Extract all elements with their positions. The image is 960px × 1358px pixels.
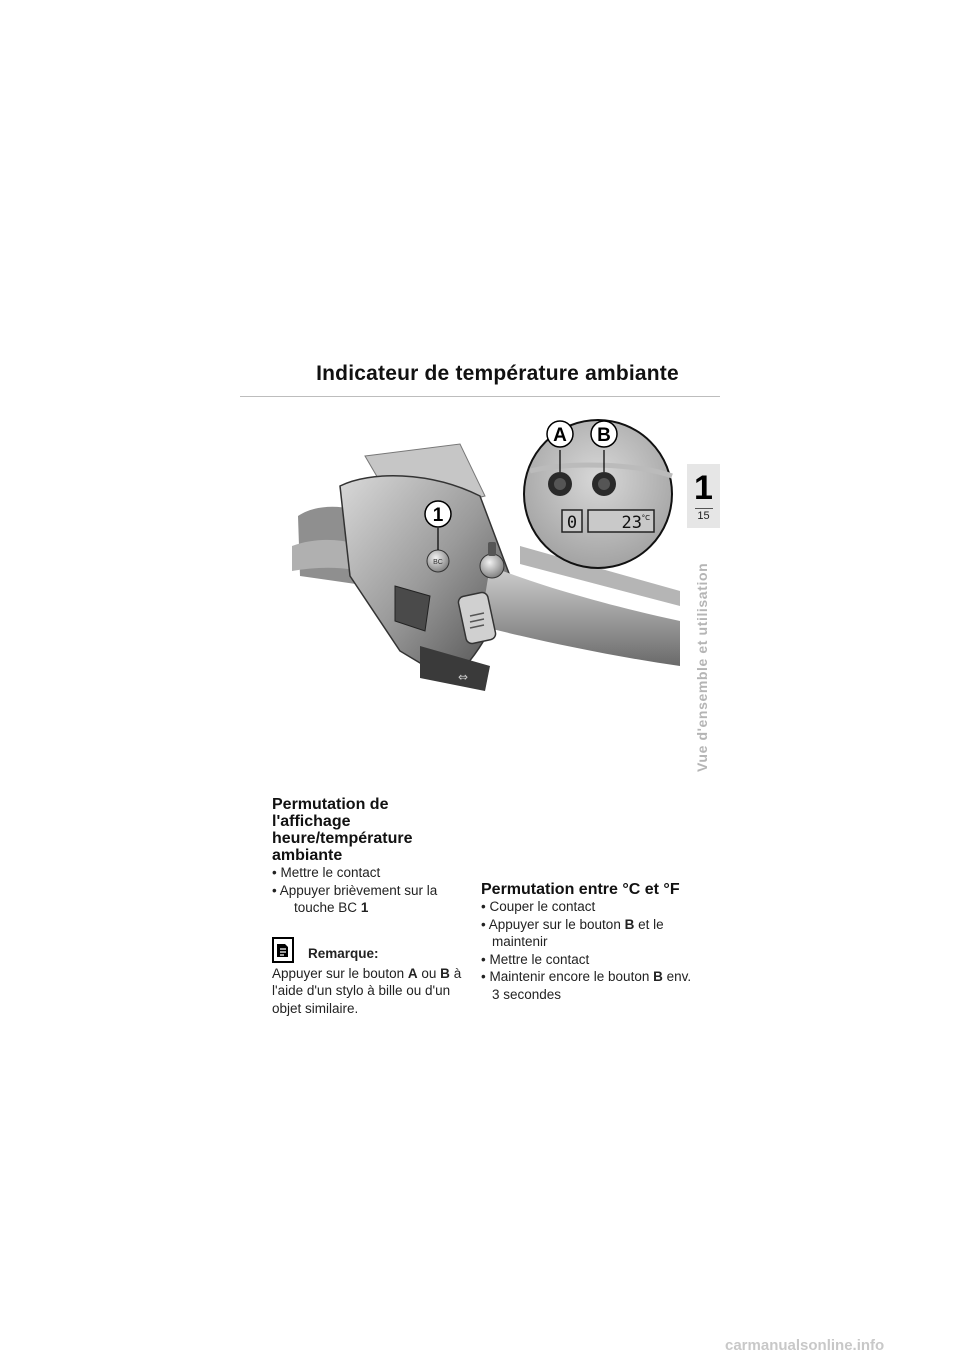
page-title: Indicateur de température ambiante [316, 362, 679, 385]
page-number: 15 [695, 508, 713, 523]
note-label: Remarque: [308, 946, 379, 961]
svg-text:⇔: ⇔ [458, 670, 469, 684]
handlebar-photo [280, 416, 680, 706]
list-item: • Mettre le contact [272, 865, 381, 880]
svg-text:A: A [553, 425, 567, 446]
note-text: Appuyer sur le bouton A ou B à l'aide d'un stylo à bille ou d'un objet similaire. [272, 965, 462, 1016]
section-heading: Permutation entre °C et °F [481, 881, 680, 898]
svg-text:1: 1 [432, 505, 444, 526]
list-item: • Appuyer brièvement sur la touche BC 1 [272, 882, 438, 915]
lcd-unit: °C [641, 514, 650, 522]
list-item: • Couper le contact [481, 899, 596, 914]
title-divider [240, 396, 720, 397]
footer-watermark: carmanualsonline.info [725, 1337, 885, 1354]
note-header [272, 937, 467, 963]
section-time-temp [272, 796, 467, 1017]
lcd-temperature: 23 [621, 513, 642, 533]
section-heading: Permutation de l'affichage heure/température ambiante [272, 796, 413, 864]
chapter-tab [687, 464, 720, 528]
chapter-number: 1 [694, 469, 713, 507]
section-c-f [481, 881, 696, 1003]
side-chapter-label: Vue d'ensemble et utilisation [694, 562, 710, 772]
list-item: • Mettre le contact [481, 951, 590, 967]
svg-text:B: B [597, 425, 611, 446]
list-item: • Appuyer sur le bouton B et le maintenir [481, 916, 664, 949]
grip [480, 566, 680, 666]
note-icon [272, 937, 294, 963]
svg-text:0: 0 [566, 513, 578, 533]
list-item: • Maintenir encore le bouton B env. 3 secondes [481, 969, 692, 1002]
bc-button-label: BC [433, 559, 443, 566]
